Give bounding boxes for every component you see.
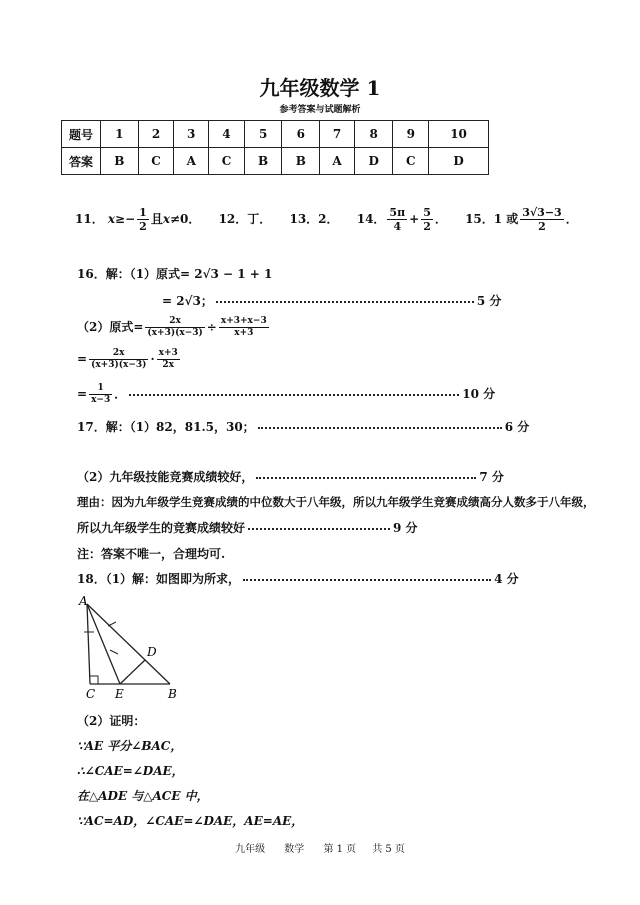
- q17-line4: [77, 519, 418, 536]
- q16-fraction-a: [145, 316, 204, 339]
- q16-part2: [77, 316, 271, 339]
- q18-proof-1: ∵AE 平分∠BAC，: [77, 739, 183, 753]
- table-cell: A: [320, 148, 355, 175]
- table-cell: 5: [244, 121, 282, 148]
- table-cell: 8: [354, 121, 393, 148]
- fraction-numerator: x+3+x−3: [220, 316, 267, 326]
- q17-note: 注：答案不唯一，合理均可.: [77, 547, 226, 561]
- table-cell: A: [174, 148, 209, 175]
- q17-reason: 理由：因为九年级学生竞赛成绩的中位数大于八年级，所以九年级学生竞赛成绩高分人数多于八年级，: [77, 495, 595, 509]
- table-cell: B: [101, 148, 139, 175]
- label-a: A: [79, 594, 88, 608]
- bisector-ae: [87, 604, 120, 684]
- table-cell: 1: [101, 121, 139, 148]
- fraction-numerator: 5: [423, 206, 431, 219]
- q16-line2: [162, 292, 501, 309]
- q16-part2-label: （2）原式=: [77, 320, 144, 334]
- fraction-denominator: (x+3)(x−3): [91, 360, 147, 370]
- q16-fraction-b: [219, 316, 269, 339]
- fraction-numerator: 2x: [89, 348, 148, 360]
- q16-line1: 16．解：（1）原式= 2√3 − 1 + 1: [77, 267, 273, 281]
- q15-answer: 15．1 或: [465, 212, 519, 226]
- fraction-denominator: (x+3)(x−3): [147, 328, 203, 338]
- leader-dots: [256, 477, 476, 479]
- leader-dots: [258, 427, 502, 429]
- right-angle-mark: [90, 676, 98, 684]
- page-title: 九年级数学 1: [259, 76, 381, 100]
- score-mark: 4 分: [494, 572, 519, 586]
- q16-result: = 2√3；: [162, 294, 213, 308]
- fraction-denominator: x+3: [234, 328, 254, 338]
- triangle-figure: [72, 592, 192, 702]
- q14-end: ．: [434, 212, 447, 226]
- q14-number: 14．: [356, 212, 386, 226]
- table-header-cell: 答案: [62, 148, 101, 175]
- q14-fraction-a: [387, 206, 407, 233]
- q11-number: 11．: [75, 212, 104, 226]
- q17-part2: （2）九年级技能竞赛成绩较好，: [77, 470, 254, 484]
- table-cell: B: [282, 148, 320, 175]
- equals: =: [77, 387, 88, 401]
- q16-end: ．: [114, 387, 127, 401]
- table-cell: B: [244, 148, 282, 175]
- fraction-denominator: 2: [423, 220, 431, 233]
- q17-line2: [77, 468, 504, 485]
- table-cell: D: [429, 148, 489, 175]
- footer-subject: 数学: [284, 844, 305, 855]
- table-cell: D: [354, 148, 393, 175]
- q16-fraction-d: [157, 348, 180, 371]
- table-cell: C: [209, 148, 245, 175]
- footer-grade: 九年级: [235, 844, 266, 855]
- q18-answer: 18．（1）解：如图即为所求，: [77, 572, 241, 586]
- label-d: D: [147, 645, 157, 659]
- fraction-denominator: 4: [393, 220, 402, 233]
- q15-fraction: [520, 206, 563, 233]
- q15-end: ．: [565, 212, 578, 226]
- q11-and: 且: [150, 212, 163, 226]
- q11-neq: ≠0．: [169, 212, 201, 226]
- q16-step3: [77, 383, 495, 406]
- answers-11-15: [75, 206, 578, 233]
- fraction-numerator: 1: [139, 206, 147, 219]
- table-cell: C: [393, 148, 429, 175]
- q18-proof-label: （2）证明：: [77, 714, 146, 728]
- q11-ge: ≥−: [115, 212, 136, 226]
- q16-step2: [77, 348, 182, 371]
- label-e: E: [115, 687, 124, 701]
- table-cell: 6: [282, 121, 320, 148]
- leader-dots: [129, 394, 459, 396]
- footer-total: 共 5 页: [372, 844, 405, 855]
- score-mark: 5 分: [476, 294, 502, 308]
- fraction-denominator: 2: [538, 220, 546, 233]
- leader-dots: [248, 528, 390, 530]
- table-cell: 4: [209, 121, 245, 148]
- leader-dots: [216, 301, 474, 303]
- q18-proof-2: ∴∠CAE=∠DAE，: [77, 764, 184, 778]
- score-mark: 9 分: [393, 521, 418, 535]
- page-footer: [0, 840, 640, 855]
- footer-page: 第 1 页: [323, 844, 357, 855]
- table-row: [62, 121, 489, 148]
- q11-var: x: [107, 212, 116, 226]
- table-cell: C: [138, 148, 174, 175]
- segment-ed: [120, 660, 145, 684]
- q16-fraction-c: [89, 348, 148, 371]
- q16-div: ÷: [206, 320, 217, 334]
- table-cell: 10: [429, 121, 489, 148]
- side-ac: [87, 604, 90, 684]
- q12-answer: 12．丁．: [218, 212, 272, 226]
- q13-answer: 13．2．: [289, 212, 339, 226]
- q11-var2: x: [162, 212, 170, 226]
- tick-mark: [110, 650, 118, 654]
- q14-fraction-b: [421, 206, 433, 233]
- table-row: [62, 148, 489, 175]
- q16-mul: ·: [150, 352, 155, 366]
- label-c: C: [86, 687, 96, 701]
- fraction-denominator: 2: [139, 220, 147, 233]
- q14-plus: +: [409, 212, 420, 226]
- table-cell: 2: [138, 121, 174, 148]
- q17-answer: 17．解：（1）82，81.5，30；: [77, 420, 255, 434]
- score-mark: 6 分: [504, 420, 530, 434]
- equals: =: [77, 352, 88, 366]
- answer-table: [61, 120, 489, 175]
- table-cell: 3: [174, 121, 209, 148]
- q18-proof-3: 在△ADE 与△ACE 中，: [77, 789, 209, 803]
- tick-mark: [108, 622, 116, 626]
- fraction-denominator: x−3: [91, 395, 111, 405]
- q17-conclusion: 所以九年级学生的竞赛成绩较好: [77, 521, 246, 535]
- q18-line1: [77, 570, 519, 587]
- side-ab: [87, 604, 170, 684]
- q18-proof-4: ∵AC=AD，∠CAE=∠DAE，AE=AE，: [77, 814, 304, 828]
- page-subtitle: 参考答案与试题解析: [279, 105, 361, 115]
- q17-line1: [77, 418, 529, 435]
- fraction-numerator: x+3: [158, 348, 178, 358]
- table-cell: 7: [320, 121, 355, 148]
- fraction-numerator: 2x: [145, 316, 204, 328]
- q16-fraction-e: [89, 383, 112, 406]
- leader-dots: [243, 579, 491, 581]
- score-mark: 10 分: [462, 387, 496, 401]
- fraction-numerator: 5π: [389, 206, 406, 219]
- score-mark: 7 分: [479, 470, 504, 484]
- fraction-numerator: 1: [89, 383, 112, 395]
- table-header-cell: 题号: [62, 121, 101, 148]
- q11-fraction: [137, 206, 149, 233]
- label-b: B: [168, 687, 177, 701]
- table-cell: 9: [393, 121, 429, 148]
- fraction-denominator: 2x: [162, 360, 175, 370]
- fraction-numerator: 3√3−3: [522, 206, 562, 219]
